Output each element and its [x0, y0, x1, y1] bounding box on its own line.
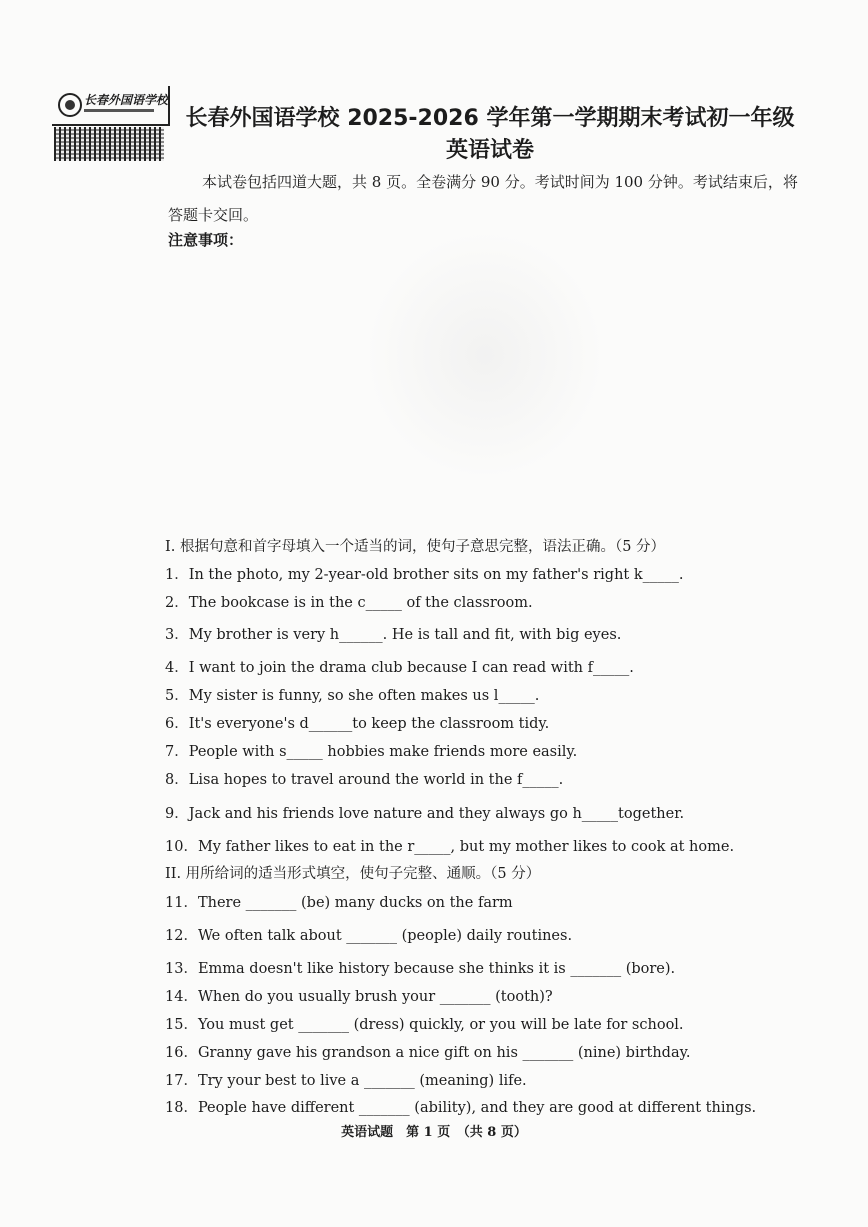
question-text: We often talk about _______ (people) daily routines. — [197, 928, 573, 944]
question-number: 1． — [165, 567, 189, 583]
page-footer: 英语试题 第 1 页 （共 8 页） — [341, 1125, 527, 1140]
question-item — [165, 924, 572, 945]
question-number: 14． — [165, 989, 198, 1005]
question-text: My father likes to eat in the r_____, but my mother likes to cook at home. — [197, 839, 735, 855]
question-number: 6． — [165, 716, 189, 732]
question-text: Try your best to live a _______ (meaning) life. — [197, 1073, 527, 1089]
section1-heading: I. 根据句意和首字母填入一个适当的词，使句子意思完整，语法正确。（5 分） — [165, 539, 666, 555]
question-item — [165, 1041, 691, 1062]
question-item — [165, 891, 513, 912]
question-text: There _______ (be) many ducks on the farm — [197, 895, 513, 911]
question-number: 13． — [165, 961, 198, 977]
question-item — [165, 563, 683, 584]
question-item — [165, 656, 634, 677]
question-number: 15． — [165, 1017, 198, 1033]
question-number: 7． — [165, 744, 189, 760]
question-text: When do you usually brush your _______ (tooth)? — [197, 989, 553, 1005]
question-item — [165, 1096, 756, 1117]
question-text: Jack and his friends love nature and they always go h_____together. — [188, 806, 685, 822]
section2-heading: II. 用所给词的适当形式填空，使句子完整、通顺。（5 分） — [165, 866, 541, 882]
question-text: In the photo, my 2-year-old brother sits on my father's right k_____. — [188, 567, 684, 583]
question-text: My brother is very h______. He is tall and fit, with big eyes. — [188, 627, 622, 643]
qr-code-icon — [54, 127, 164, 161]
question-text: People have different _______ (ability), and they are good at different things. — [197, 1100, 757, 1116]
question-number: 12． — [165, 928, 198, 944]
question-number: 10． — [165, 839, 198, 855]
question-number: 2． — [165, 595, 189, 611]
question-number: 17． — [165, 1073, 198, 1089]
question-item — [165, 985, 553, 1006]
question-text: You must get _______ (dress) quickly, or you will be late for school. — [197, 1017, 684, 1033]
question-number: 11． — [165, 895, 198, 911]
exam-subtitle: 英语试卷 — [445, 138, 534, 163]
question-number: 9． — [165, 806, 189, 822]
question-number: 5． — [165, 688, 189, 704]
question-item — [165, 712, 549, 733]
question-text: I want to join the drama club because I can read with f_____. — [188, 660, 634, 676]
question-number: 16． — [165, 1045, 198, 1061]
question-number: 4． — [165, 660, 189, 676]
school-seal-icon — [58, 93, 82, 117]
question-item — [165, 1069, 527, 1090]
blank-area — [365, 230, 605, 480]
notice-label: 注意事项： — [168, 231, 244, 249]
question-item — [165, 835, 734, 856]
question-item — [165, 591, 533, 612]
question-item — [165, 957, 675, 978]
question-item — [165, 623, 621, 644]
school-logo — [52, 86, 170, 162]
question-text: It's everyone's d______to keep the classroom tidy. — [188, 716, 550, 732]
question-text: People with s_____ hobbies make friends more easily. — [188, 744, 578, 760]
question-item — [165, 768, 563, 789]
question-item — [165, 740, 577, 761]
logo-text: 长春外国语学校 — [84, 93, 169, 107]
question-item — [165, 684, 539, 705]
question-item — [165, 802, 684, 823]
question-text: The bookcase is in the c_____ of the classroom. — [188, 595, 533, 611]
exam-title: 长春外国语学校 2025-2026 学年第一学期期末考试初一年级 — [185, 106, 795, 131]
exam-intro: 本试卷包括四道大题，共 8 页。全卷满分 90 分。考试时间为 100 分钟。考试结束后，将答题卡交回。 — [168, 173, 798, 224]
question-text: Emma doesn't like history because she thinks it is _______ (bore). — [197, 961, 676, 977]
question-number: 18． — [165, 1100, 198, 1116]
question-text: My sister is funny, so she often makes us l_____. — [188, 688, 540, 704]
question-text: Granny gave his grandson a nice gift on his _______ (nine) birthday. — [197, 1045, 691, 1061]
question-number: 3． — [165, 627, 189, 643]
question-item — [165, 1013, 684, 1034]
question-text: Lisa hopes to travel around the world in the f_____. — [188, 772, 564, 788]
question-number: 8． — [165, 772, 189, 788]
